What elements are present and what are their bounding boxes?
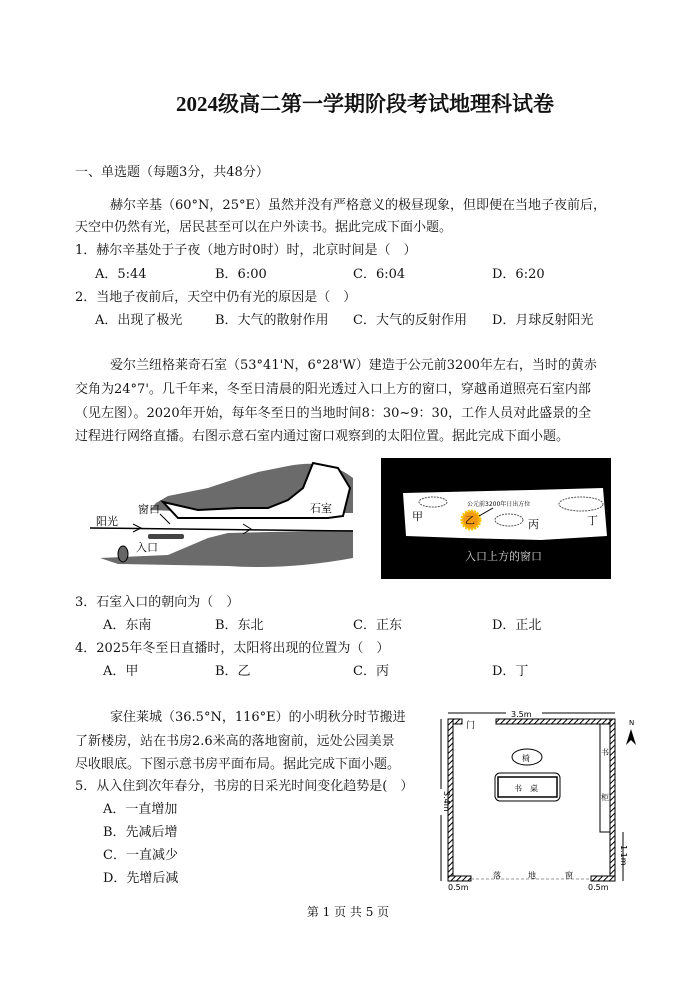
wall bbox=[496, 719, 615, 724]
q4-option-a[interactable]: A．甲 bbox=[103, 664, 139, 679]
wall bbox=[610, 719, 615, 881]
q1-option-b[interactable]: B．6:00 bbox=[215, 267, 267, 282]
q4-option-c[interactable]: C．丙 bbox=[353, 664, 389, 679]
q3-option-d[interactable]: D．正北 bbox=[492, 618, 542, 633]
q5-option-b[interactable]: B．先减后增 bbox=[103, 825, 178, 840]
wall bbox=[591, 876, 615, 881]
entrance-stone bbox=[148, 534, 184, 539]
question-4-stem: 4．2025年冬至日直播时，太阳将出现的位置为（ ） bbox=[75, 641, 390, 656]
figure-caption: 入口上方的窗口 bbox=[465, 550, 542, 563]
q1-option-d[interactable]: D．6:20 bbox=[492, 267, 545, 282]
label-chamber: 石室 bbox=[310, 502, 332, 515]
window-opening bbox=[403, 488, 607, 540]
bookshelf bbox=[600, 724, 610, 832]
corner-right-label: 0.5m bbox=[588, 883, 609, 892]
q2-option-c[interactable]: C．大气的反射作用 bbox=[353, 313, 467, 328]
door-label: 门 bbox=[466, 721, 476, 731]
position-bing: 丙 bbox=[528, 518, 539, 531]
q1-option-c[interactable]: C．6:04 bbox=[353, 267, 406, 282]
window-label: 地 bbox=[528, 871, 536, 880]
height-label: 3.4m bbox=[442, 791, 451, 812]
passage3-line: 家住莱城（36.5°N，116°E）的小明秋分时节搬进 bbox=[110, 710, 406, 725]
q1-option-a[interactable]: A．5:44 bbox=[95, 267, 147, 282]
wall bbox=[448, 876, 471, 881]
north-label: N bbox=[629, 719, 635, 727]
window-label: 窗 bbox=[565, 871, 573, 880]
desk-label: 书 桌 bbox=[514, 784, 538, 793]
gap-label: 1.1m bbox=[619, 845, 628, 866]
question-1-stem: 1．赫尔辛基处于子夜（地方时0时）时，北京时间是（ ） bbox=[75, 243, 417, 258]
passage2-line: （见左图）。2020年开始，每年冬至日的当地时间8：30~9：30，工作人员对此盛景的全 bbox=[75, 406, 592, 421]
passage1-line: 赫尔辛基（60°N，25°E）虽然并没有严格意义的极昼现象，但即便在当地子夜前后， bbox=[110, 198, 606, 213]
passage1-line: 天空中仍然有光，居民甚至可以在户外读书。据此完成下面小题。 bbox=[75, 220, 453, 235]
q5-option-c[interactable]: C．一直减少 bbox=[103, 848, 178, 863]
window-view-diagram bbox=[381, 458, 611, 579]
question-5-stem: 5．从入住到次年春分，书房的日采光时间变化趋势是( ） bbox=[75, 779, 414, 794]
annotation-sunrise: 公元前3200年日出方位 bbox=[467, 501, 531, 508]
passage-tomb-diagram bbox=[88, 458, 360, 578]
q3-option-a[interactable]: A．东南 bbox=[103, 618, 152, 633]
shelf-label: 书 bbox=[601, 748, 609, 757]
label-sunlight: 阳光 bbox=[96, 515, 118, 528]
passage3-line: 尽收眼底。下图示意书房平面布局。据此完成下面小题。 bbox=[75, 757, 401, 772]
section-heading: 一、单选题（每题3分，共48分） bbox=[75, 165, 269, 180]
q3-option-b[interactable]: B．东北 bbox=[215, 618, 264, 633]
page-footer: 第 1 页 共 5 页 bbox=[306, 905, 390, 919]
leader-line bbox=[160, 514, 170, 524]
q2-option-d[interactable]: D．月球反射阳光 bbox=[492, 313, 594, 328]
shelf-label: 柜 bbox=[601, 793, 609, 802]
q4-option-b[interactable]: B．乙 bbox=[215, 664, 251, 679]
q2-option-b[interactable]: B．大气的散射作用 bbox=[215, 313, 329, 328]
sunlight-ray bbox=[90, 528, 353, 531]
question-2-stem: 2．当地子夜前后，天空中仍有光的原因是（ ） bbox=[75, 290, 357, 305]
passage2-line: 过程进行网络直播。右图示意石室内通过窗口观察到的太阳位置。据此完成下面小题。 bbox=[75, 429, 570, 444]
passage2-line: 爱尔兰纽格莱奇石室（53°41'N，6°28'W）建造于公元前3200年左右，当时的黄赤 bbox=[110, 358, 597, 373]
passage2-line: 交角为24°7'。几千年来，冬至日清晨的阳光透过入口上方的窗口，穿越甬道照亮石室内部 bbox=[75, 382, 591, 397]
position-yi: 乙 bbox=[465, 516, 475, 527]
q2-option-a[interactable]: A．出现了极光 bbox=[95, 313, 183, 328]
q5-option-a[interactable]: A．一直增加 bbox=[103, 802, 178, 817]
label-window: 窗口 bbox=[138, 503, 160, 516]
position-jia: 甲 bbox=[412, 510, 423, 523]
q5-option-d[interactable]: D．先增后减 bbox=[103, 871, 179, 886]
chair-label: 椅 bbox=[522, 754, 530, 763]
passage3-line: 了新楼房，站在书房2.6米高的落地窗前，远处公园美景 bbox=[75, 734, 395, 749]
page-title: 2024级高二第一学期阶段考试地理科试卷 bbox=[176, 92, 554, 116]
corner-left-label: 0.5m bbox=[448, 883, 469, 892]
north-arrow-icon bbox=[626, 729, 636, 745]
window-label: 落 bbox=[493, 871, 501, 880]
label-entrance: 入口 bbox=[136, 541, 158, 554]
standing-stone bbox=[118, 546, 128, 562]
q3-option-c[interactable]: C．正东 bbox=[353, 618, 402, 633]
width-label: 3.5m bbox=[511, 710, 532, 719]
position-ding: 丁 bbox=[587, 514, 598, 527]
question-3-stem: 3．石室入口的朝向为（ ） bbox=[75, 595, 240, 610]
q4-option-d[interactable]: D．丁 bbox=[492, 664, 529, 679]
study-floor-plan bbox=[428, 705, 640, 895]
